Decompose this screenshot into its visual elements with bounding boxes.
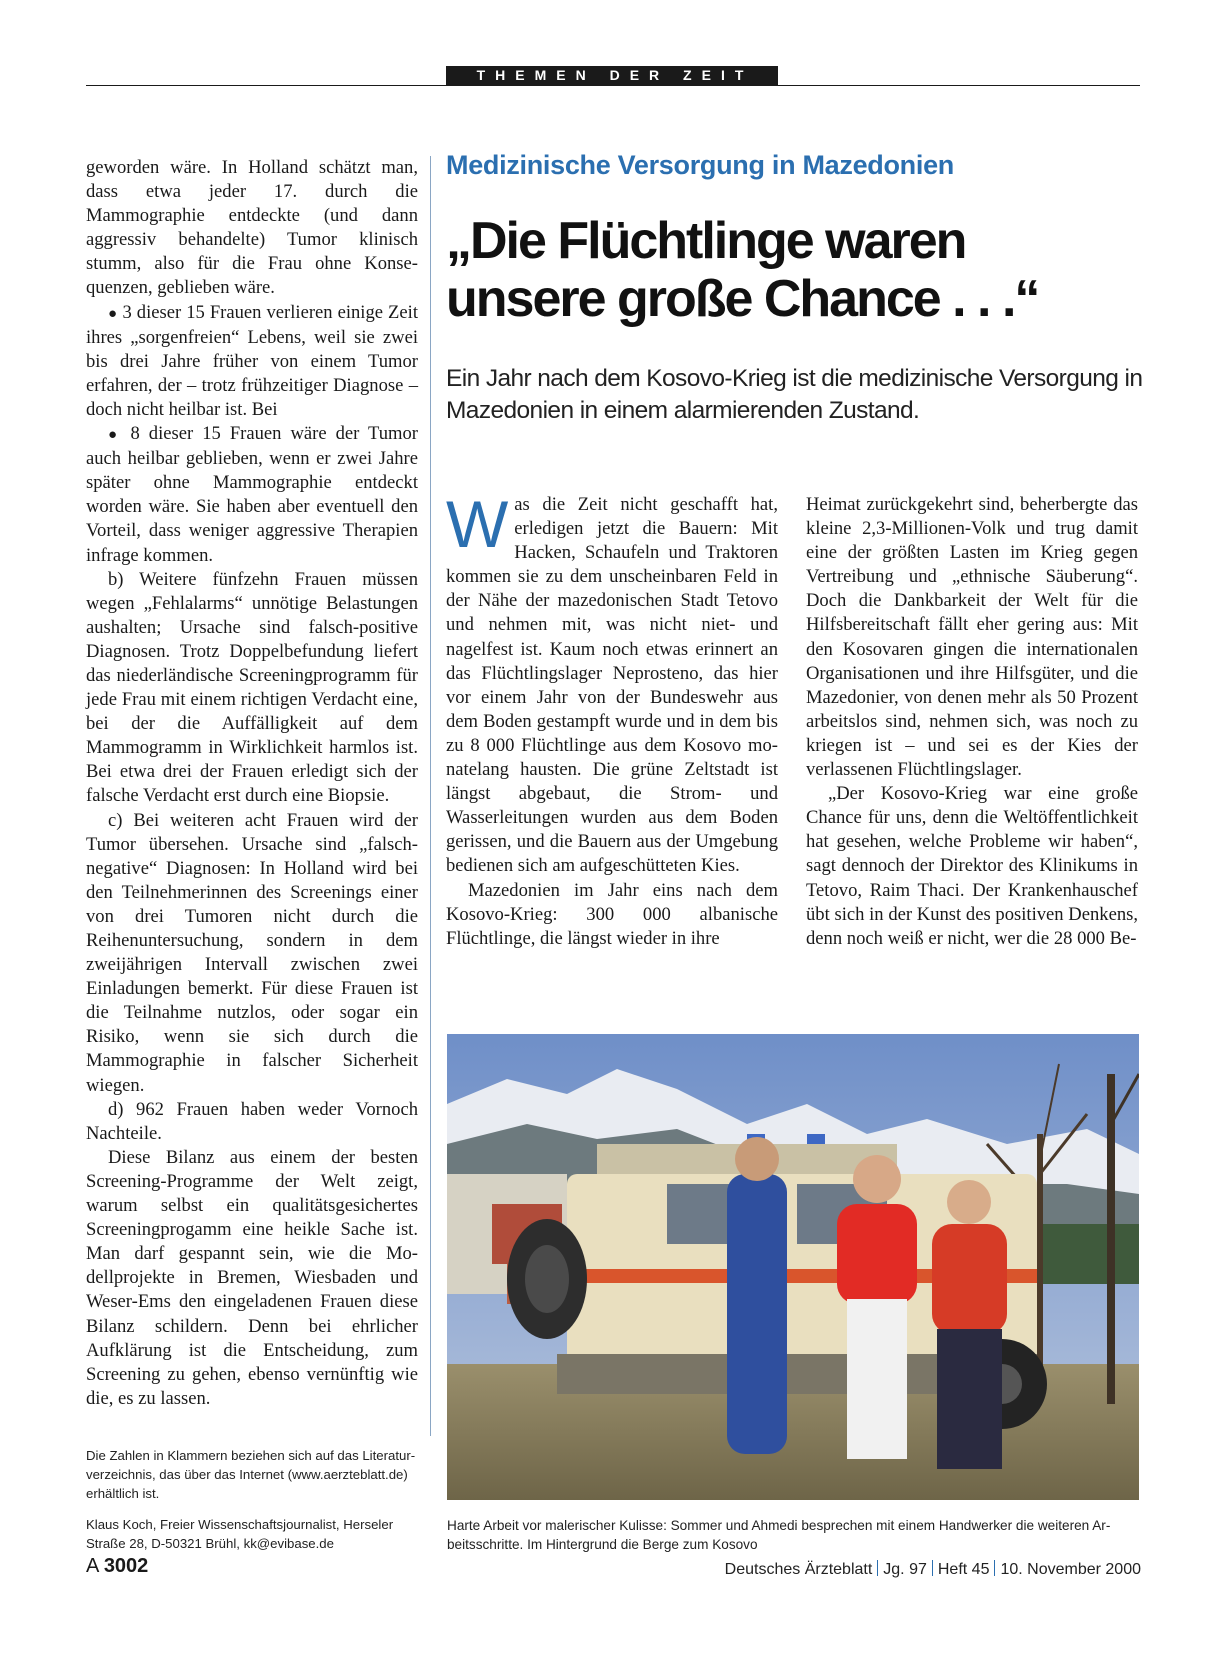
left-paragraph: geworden wäre. In Holland schätzt man, dass etwa jeder 17. durch die Mammographie entdeckte (und dann aggressiv behandelte) Tumor klinisch stumm, also für die Frau ohne Konsequenzen, geblieben wäre. (86, 157, 418, 299)
column-divider (430, 156, 431, 1436)
separator (877, 1560, 878, 1576)
bullet-text: 3 dieser 15 Frauen verlieren einige Zeit ihres „sorgenfreien“ Lebens, weil sie zwei bis drei Jahre früher von einem Tumor erfahren, der – trotz frühzeitiger Diagnose – doch nicht heilbar ist. Bei (86, 301, 418, 420)
middle-column (446, 487, 778, 951)
right-column (806, 493, 1138, 951)
page-number-value: 3002 (103, 1555, 149, 1577)
first-paragraph-text: as die Zeit nicht geschafft hat, erledigen jetzt die Bauern: Mit Hacken, Schaufeln und Traktoren kommen sie zu dem unscheinbaren Feld in der Nähe der mazedonischen Stadt Tetovo und nehmen mit, was nicht niet- und nagelfest ist. Kaum noch etwas erinnert an das Flüchtlingslager Neprosteno, das hier vor einem Jahr von der Bundeswehr aus dem Boden gestampft wurde und in dem bis zu 8 000 Flüchtlinge aus dem Kosovo monatelang hausten. Die grüne Zeltstadt ist längst abgebaut, die Strom- und Wasserleitungen wurden aus dem Boden gerissen, und die Bauern aus der Umgebung bedienen sich am aufgeschütteten Kies. (446, 494, 778, 877)
drop-cap: W (446, 487, 509, 561)
body-paragraph: „Der Kosovo-Krieg war eine große Chance für uns, denn die Weltöffentlichkeit hat gesehen, welche Probleme wir haben“, sagt dennoch der Direktor des Klinikums in Tetovo, Raim Thaci. Der Krankenhauschef übt sich in der Kunst des positiven Denkens, denn noch weiß er nicht, wer die 28 000 Be- (806, 783, 1138, 949)
article-headline (446, 212, 1166, 328)
header-rule (86, 85, 1140, 86)
article-photo (447, 1034, 1139, 1500)
photo-illustration (447, 1034, 1139, 1500)
separator (932, 1560, 933, 1576)
left-paragraph: b) Weitere fünfzehn Frauen müssen wegen „Fehlalarms“ unnötige Belastungen aushalten; Ursache sind falsch-positive Diagnosen. Trotz Doppelbefundung liefert das niederländische Screeningprogramm für jede Frau mit einem richtigen Verdacht eine, bei der die Auffälligkeit auf dem Mammogramm in Wirklichkeit harmlos ist. Bei etwa drei der Frauen erledigt sich der falsche Verdacht erst durch eine Biopsie. (86, 568, 418, 807)
journal-issue: Heft 45 (937, 1561, 990, 1578)
left-bullet-paragraph (86, 301, 418, 422)
article-kicker: Medizinische Versorgung in Mazedonien (446, 150, 954, 180)
headline-line-2: unsere große Chance . . .“ (446, 270, 1039, 328)
separator (994, 1560, 995, 1576)
photo-caption: Harte Arbeit vor malerischer Kulisse: Sommer und Ahmedi besprechen mit einem Handwerker die weiteren Arbeitsschritte. Im Hintergrund die Berge zum Kosovo (447, 1518, 1111, 1552)
journal-date: 10. November 2000 (1000, 1561, 1141, 1578)
page-number (86, 1555, 148, 1578)
journal-volume: Jg. 97 (883, 1561, 927, 1578)
body-paragraph: Heimat zurückgekehrt sind, beherbergte das kleine 2,3-Millionen-Volk und trug damit eine der größten Lasten im Krieg gegen Vertreibung und „ethnische Säuberung“. Doch die Dankbarkeit der Welt für die Hilfsbereitschaft fällt eher gering aus: Mit den Kosovaren gingen die internationalen Organisationen und ihre Hilfsgüter, und die Mazedonier, von denen mehr als 50 Prozent arbeitslos sind, nehmen sich, was noch zu kriegen ist – und sei es der Kies der verlassenen Flüchtlingslager. (806, 494, 1138, 781)
headline-line-1: „Die Flüchtlinge waren (446, 212, 966, 270)
body-paragraph: Mazedonien im Jahr eins nach dem Kosovo-Krieg: 300 000 albanische Flüchtlinge, die längst wieder in ihre (446, 879, 778, 949)
left-paragraph: Diese Bilanz aus einem der besten Screening-Programme der Welt zeigt, warum selbst ein qualitätsgesichertes Screeningprogamm eine heikle Sache ist. Man darf gespannt sein, wie die Modellprojekte in Bremen, Wiesbaden und Weser-Ems den eingeladenen Frauen diese Bilanz schildern. Denn bei ehrlicher Aufklärung ist die Entscheidung, zum Screening zu gehen, ebenso vernünftig wie die, es zu lassen. (86, 1146, 418, 1409)
author-note: Klaus Koch, Freier Wissenschaftsjournalist, Herseler Straße 28, D-50321 Brühl, kk@evibase.de (86, 1517, 394, 1551)
journal-name: Deutsches Ärzteblatt (724, 1561, 873, 1578)
bullet-icon: ● (108, 427, 122, 444)
bullet-text: 8 dieser 15 Frauen wäre der Tumor auch heilbar geblieben, wenn er zwei Jahre später ohne Mammographie entdeckt worden wäre. Sie haben aber eventuell den Vorteil, dass weniger aggressive Therapien infrage kommen. (86, 423, 418, 566)
left-paragraph: d) 962 Frauen haben weder Vornoch Nachteile. (86, 1098, 418, 1144)
page-prefix: A (86, 1555, 99, 1577)
first-paragraph (446, 487, 778, 879)
section-label: THEMEN DER ZEIT (446, 66, 778, 85)
left-bullet-paragraph (86, 422, 418, 568)
journal-info (725, 1560, 1141, 1579)
left-column (86, 156, 418, 1411)
references-note: Die Zahlen in Klammern beziehen sich auf das Literaturverzeichnis, das über das Internet (www.aerzteblatt.de) erhältlich ist. (86, 1448, 416, 1501)
left-paragraph: c) Bei weiteren acht Frauen wird der Tumor übersehen. Ursache sind „falsch-negative“ Diagnosen: In Holland wird bei den Teilnehmerinnen des Screenings einer von drei Tumoren nicht durch die Reihenuntersuchung, sondern in dem zweijährigen Intervall zwischen zwei Einladungen bemerkt. Für diese Frauen ist die Teilnahme nutzlos, oder sogar ein Risiko, wenn sie sich durch die Mammographie in falscher Sicherheit wiegen. (86, 809, 418, 1096)
article-lead: Ein Jahr nach dem Kosovo-Krieg ist die medizinische Versorgung in Mazedonien in einem alarmierenden Zustand. (446, 365, 1143, 424)
bullet-icon: ● (108, 305, 118, 322)
